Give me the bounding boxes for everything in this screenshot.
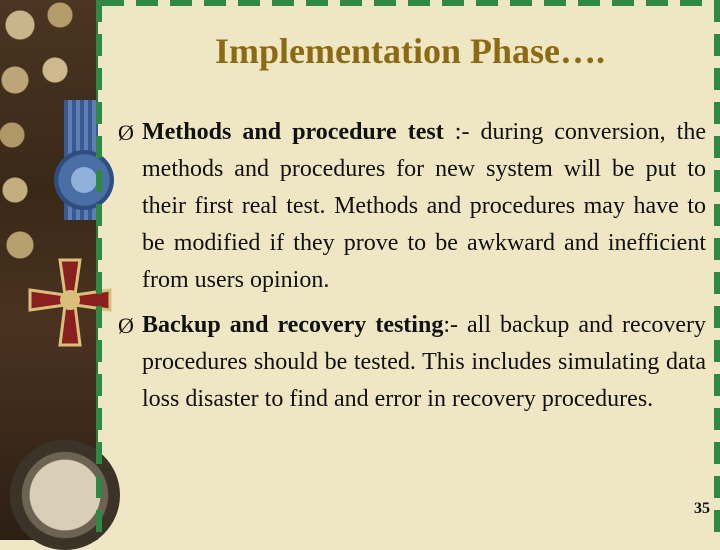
bullet-separator: :-: [443, 312, 468, 338]
left-dashed-border: [96, 0, 102, 540]
slide-content: [118, 114, 706, 426]
decorative-photo-strip: [0, 0, 98, 540]
bullet-backup-recovery-testing: [118, 307, 706, 418]
bullet-text: during conversion, the methods and procedures for new system will be put to their first real test. Methods and procedures may have to be modified if they prove to be awkward and inefficient from users opinion.: [142, 119, 706, 293]
bullet-arrow-icon: Ø: [118, 313, 134, 338]
bullet-separator: :-: [443, 119, 481, 145]
slide-title: Implementation Phase….: [215, 31, 605, 71]
bullet-arrow-icon: Ø: [118, 120, 134, 145]
bullet-methods-procedure-test: [118, 114, 706, 299]
medal-cross-image: [5, 255, 125, 365]
compass-image: [10, 440, 120, 550]
top-dashed-border: [102, 0, 714, 6]
bullet-text: all backup and recovery procedures should be tested. This includes simulating data loss disaster to find and error in recovery procedures.: [142, 312, 706, 412]
bullet-term: Backup and recovery testing: [142, 312, 444, 338]
right-dashed-border: [714, 0, 720, 540]
page-number: 35: [694, 500, 710, 517]
medal-rosette-image: [54, 150, 114, 210]
bullet-term: Methods and procedure test: [142, 119, 444, 145]
